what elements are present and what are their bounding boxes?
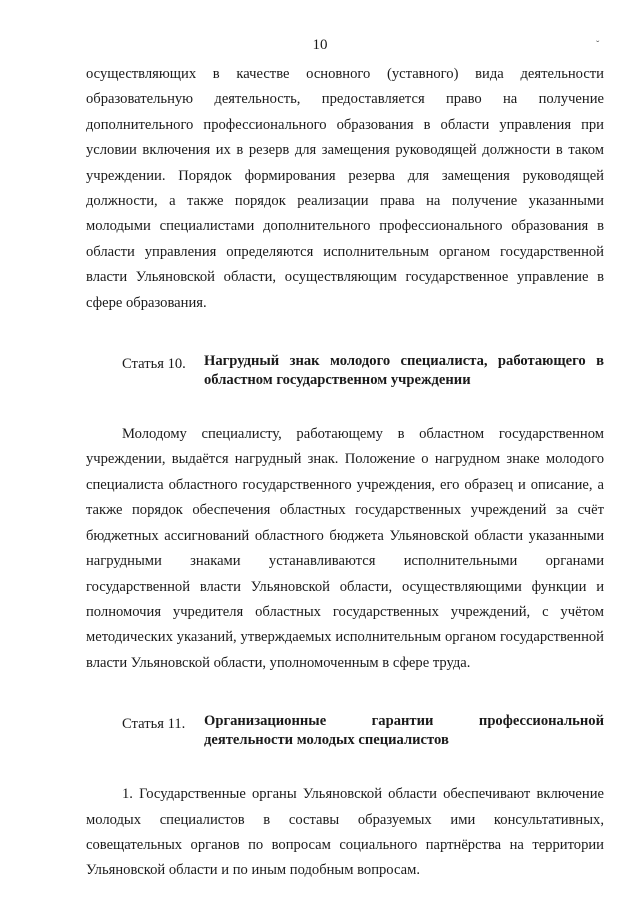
- intro-paragraph: осуществляющих в качестве основного (уставного) вида деятельности образовательную деятельность, предоставляется право на получение дополнительного профессионального образования в области управления при условии включения их в резерв для замещения руководящей должности в таком учреждении. Порядок формирования резерва для замещения руководящей должности, а также порядок реализации права на получение указанными молодыми специалистами дополнительного профессионального образования в области управления определяются исполнительным органом государственной власти Ульяновской области, осуществляющим государственное управление в сфере образования.: [86, 66, 604, 311]
- article-10-title: Нагрудный знак молодого специалиста, работающего в областном государственном учреждении: [204, 353, 604, 389]
- article-10-heading: [86, 352, 604, 390]
- article-11-title: Организационные гарантии профессиональной деятельности молодых специалистов: [204, 713, 604, 749]
- article-10-number: Статья 10.: [122, 356, 186, 373]
- page-number: 10: [312, 37, 328, 53]
- article-11-heading: [86, 712, 604, 750]
- article-11-body: 1. Государственные органы Ульяновской области обеспечивают включение молодых специалистов в составы образуемых ими консультативных, совещательных органов по вопросам социального партнёрства на территории Ульяновской области и по иным подобным вопросам.: [86, 786, 604, 879]
- document-body: [86, 62, 604, 884]
- article-10-body: Молодому специалисту, работающему в областном государственном учреждении, выдаётся нагрудный знак. Положение о нагрудном знаке молодого специалиста областного государственного учреждения, его образец и описание, а также порядок обеспечения областных государственных учреждений за счёт бюджетных ассигнований областного бюджета Ульяновской области указанными нагрудными знаками устанавливаются исполнительными органами государственной власти Ульяновской области, осуществляющими функции и полномочия учредителя областных государственных учреждений, с учётом методических указаний, утверждаемых исполнительным органом государственной власти Ульяновской области, уполномоченным в сфере труда.: [86, 426, 604, 671]
- scan-mark: ˇ: [596, 40, 600, 51]
- article-11-number: Статья 11.: [122, 716, 186, 733]
